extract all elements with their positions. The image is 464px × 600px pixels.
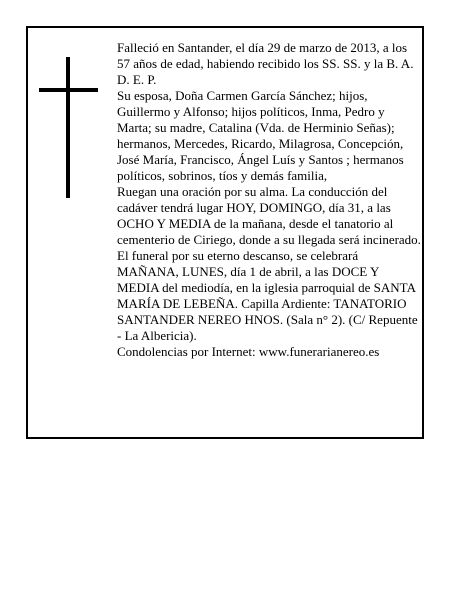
obituary-notice [26, 26, 424, 439]
family-list: Su esposa, Doña Carmen García Sánchez; hijos, Guillermo y Alfonso; hijos políticos, Inma, Pedro y Marta; su madre, Catalina (Vda. de Herminio Señas); hermanos, Mercedes, Ricardo, Milagrosa, Concepción, José María, Francisco, Ángel Luís y Santos ; hermanos políticos, sobrinos, tíos y demás familia, [117, 88, 404, 183]
service-details: Ruegan una oración por su alma. La conducción del cadáver tendrá lugar HOY, DOMINGO, día 31, a las OCHO Y MEDIA de la mañana, desde el tanatorio al cementerio de Ciriego, donde a su llegada será incinerado. El funeral por su eterno descanso, se celebrará MAÑANA, LUNES, día 1 de abril, a las DOCE Y MEDIA del mediodía, en la iglesia parroquial de SANTA MARÍA DE LEBEÑA. Capilla Ardiente: TANATORIO SANTANDER NEREO HNOS. (Sala n° 2). (C/ Repuente - La Albericia). [117, 184, 421, 343]
death-announcement: Falleció en Santander, el día 29 de marzo de 2013, a los 57 años de edad, habiendo recibido los SS. SS. y la B. A. [117, 40, 414, 71]
cross-vertical-bar [66, 57, 70, 198]
rest-in-peace: D. E. P. [117, 72, 157, 87]
condolences-line: Condolencias por Internet: www.funerarianereo.es [117, 344, 380, 359]
notice-text [117, 40, 422, 360]
cross-horizontal-bar [39, 88, 98, 92]
